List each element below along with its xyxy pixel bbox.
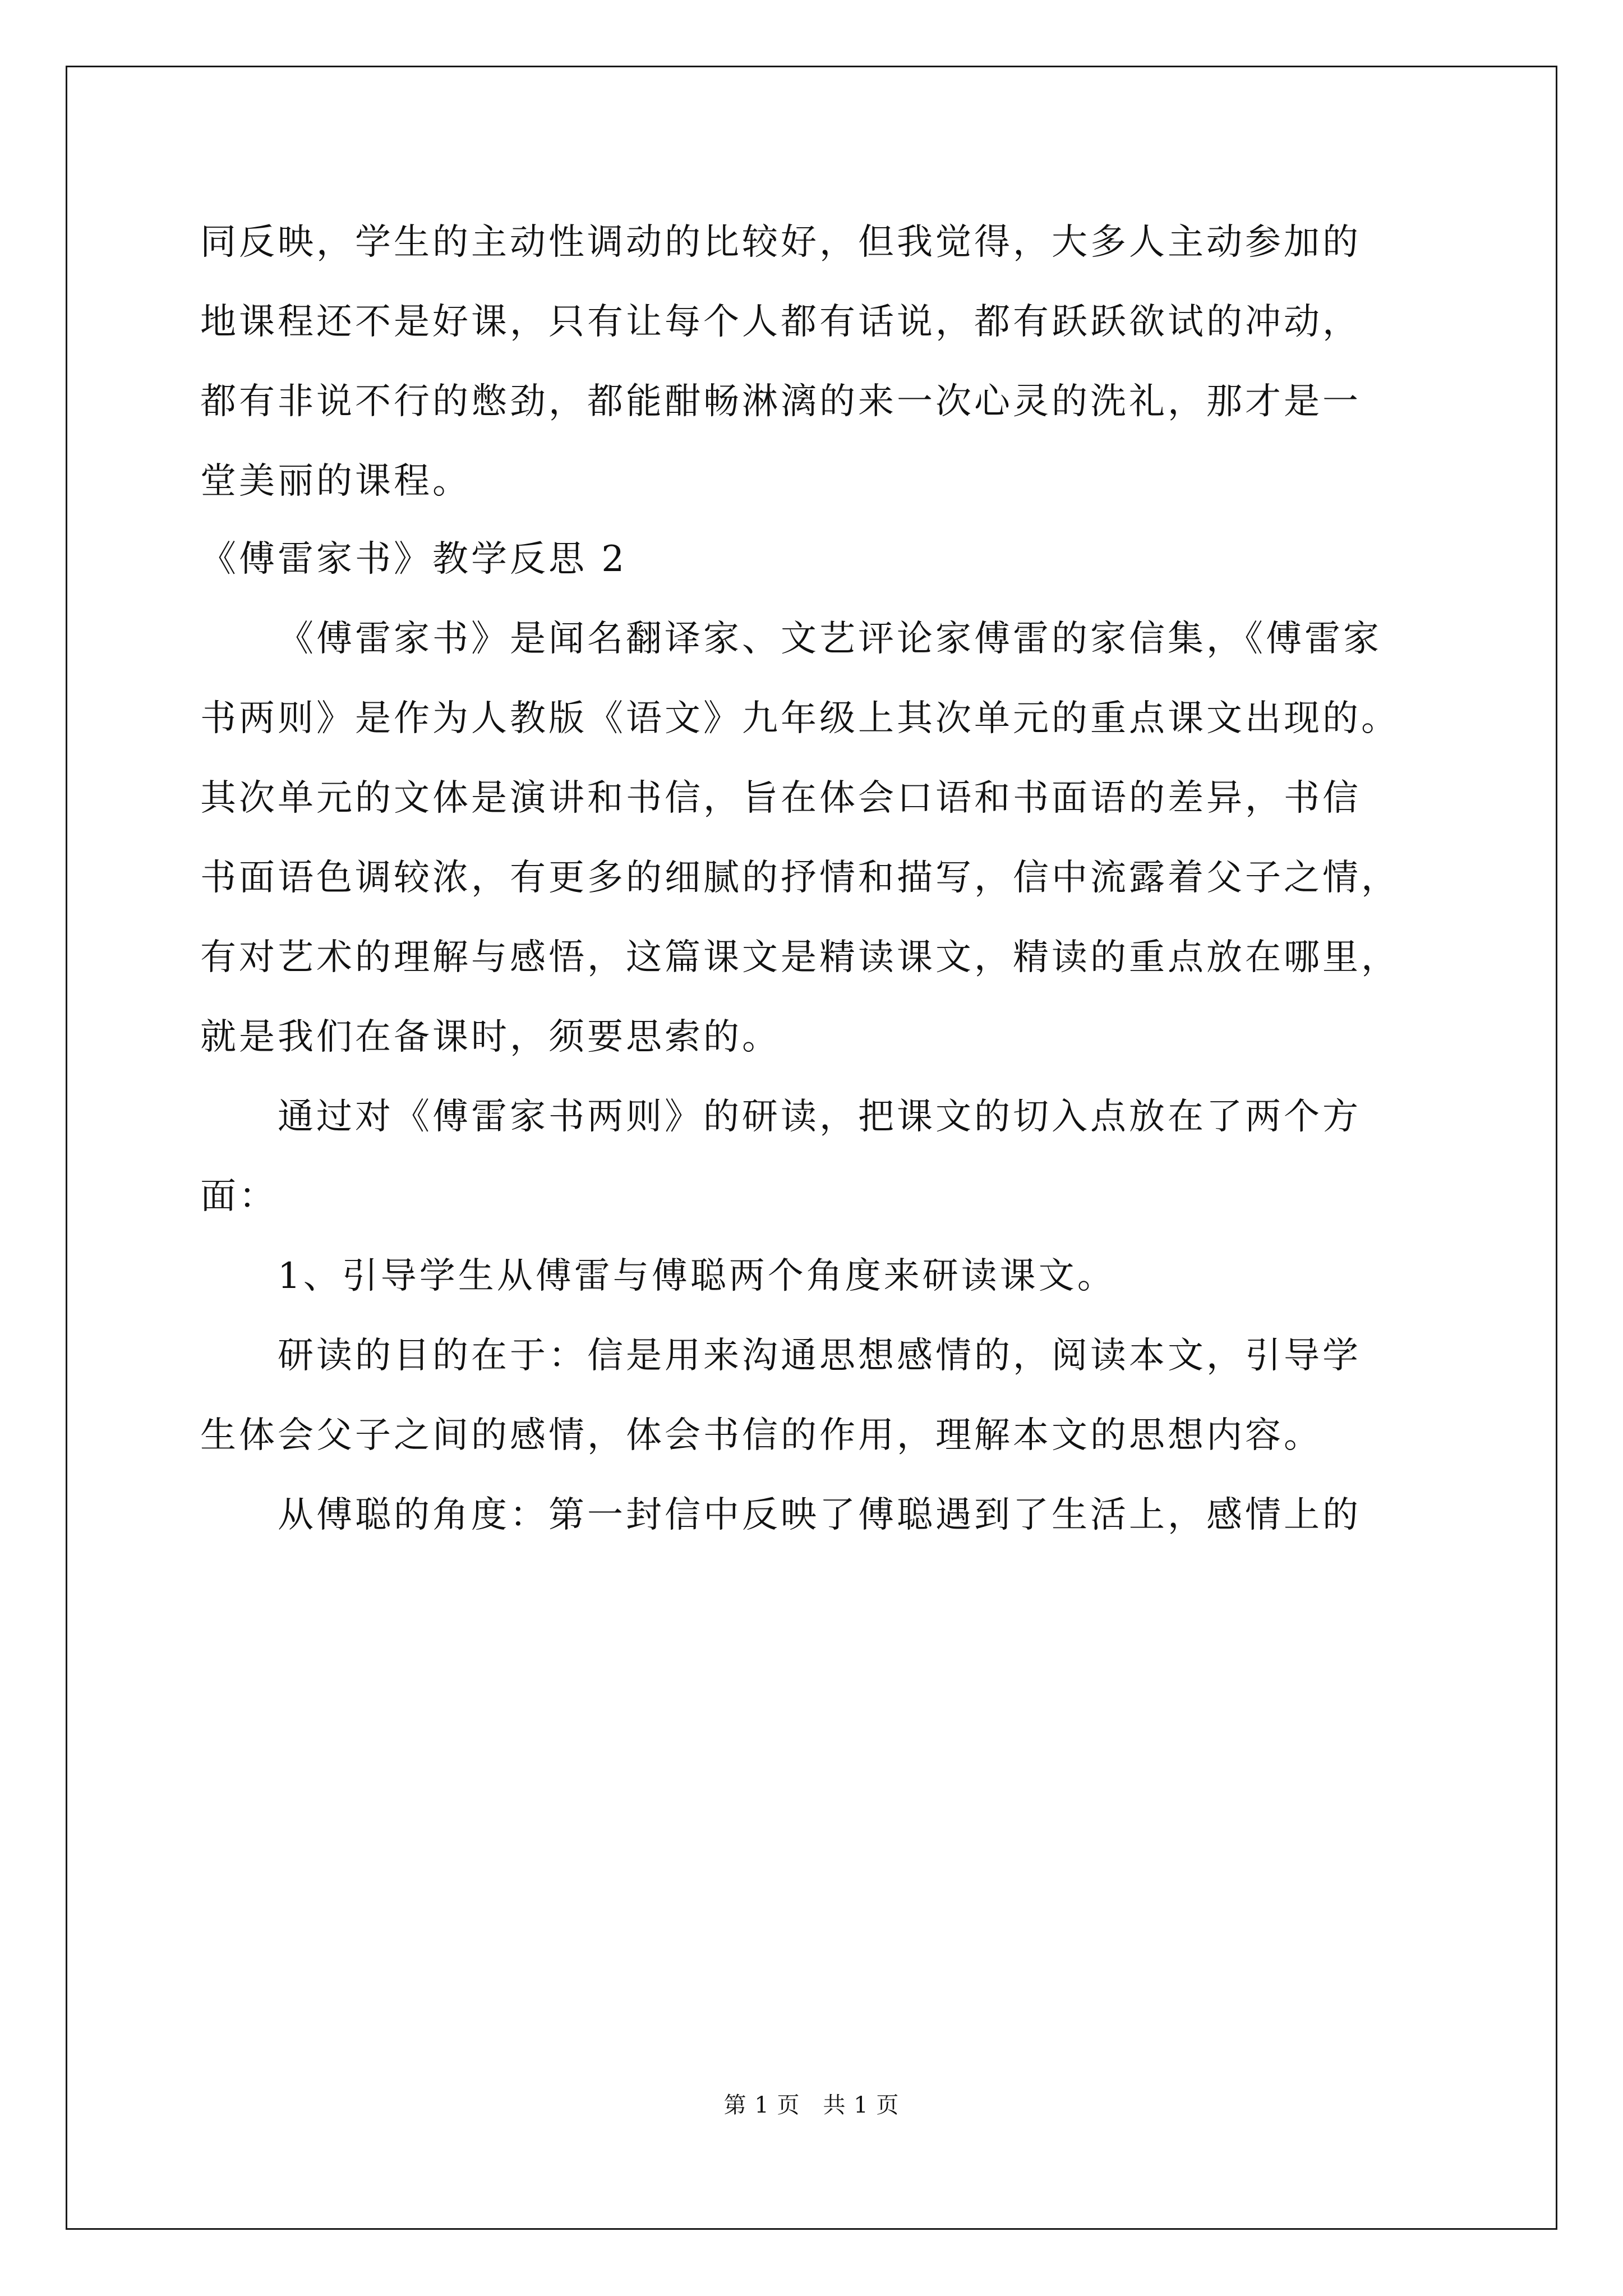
section-heading: 《傅雷家书》教学反思 2 [200,539,628,580]
paragraph-line: 都有非说不行的憋劲，都能酣畅淋漓的来一次心灵的洗礼，那才是一 [200,381,1361,422]
paragraph-line: 就是我们在备课时，须要思索的。 [200,1016,781,1058]
paragraph-line: 《傅雷家书》是闻名翻译家、文艺评论家傅雷的家信集，《傅雷家 [278,618,1382,660]
paragraph-line: 书面语色调较浓，有更多的细腻的抒情和描写，信中流露着父子之情， [200,857,1400,899]
paragraph-line: 从傅聪的角度：第一封信中反映了傅聪遇到了生活上，感情上的 [278,1494,1361,1536]
paragraph-line: 有对艺术的理解与感悟，这篇课文是精读课文，精读的重点放在哪里， [200,937,1400,978]
paragraph-line: 生体会父子之间的感情，体会书信的作用，理解本文的思想内容。 [200,1415,1322,1456]
paragraph-line: 其次单元的文体是演讲和书信，旨在体会口语和书面语的差异，书信 [200,777,1361,819]
paragraph-line: 地课程还不是好课，只有让每个人都有话说，都有跃跃欲试的冲动， [200,301,1361,343]
paragraph-line: 同反映，学生的主动性调动的比较好，但我觉得，大多人主动参加的 [200,222,1361,263]
paragraph-line: 研读的目的在于：信是用来沟通思想感情的，阅读本文，引导学 [278,1335,1361,1377]
paragraph-line: 书两则》是作为人教版《语文》九年级上其次单元的重点课文出现的。 [200,698,1400,739]
list-item: 1、引导学生从傅雷与傅聪两个角度来研读课文。 [278,1255,1116,1297]
paragraph-line: 堂美丽的课程。 [200,461,471,502]
page-number-footer: 第 1 页 共 1 页 [723,2092,900,2118]
paragraph-line: 面： [200,1176,278,1217]
paragraph-line: 通过对《傅雷家书两则》的研读，把课文的切入点放在了两个方 [278,1096,1361,1138]
